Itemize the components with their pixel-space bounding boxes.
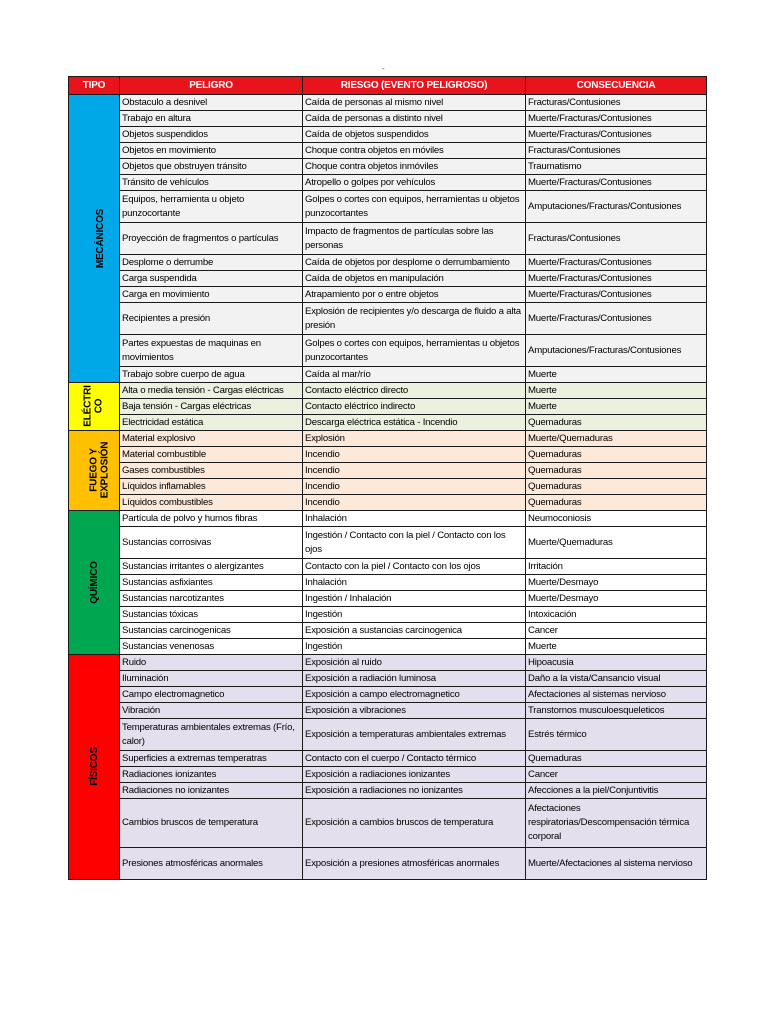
tipo-label-electrico — [83, 385, 105, 426]
table-row — [69, 848, 707, 880]
peligro-cell: Desplome o derrumbe — [120, 255, 303, 271]
consecuencia-cell: Muerte/Desmayo — [526, 591, 707, 607]
header-consecuencia: CONSECUENCIA — [526, 77, 707, 95]
riesgo-cell: Atrapamiento por o entre objetos — [303, 287, 526, 303]
consecuencia-cell: Estrés térmico — [526, 719, 707, 751]
peligro-cell: Material explosivo — [120, 431, 303, 447]
riesgo-cell: Ingestión / Inhalación — [303, 591, 526, 607]
riesgo-cell: Ingestión — [303, 639, 526, 655]
hazard-table — [68, 76, 707, 880]
tipo-label-quimico: QUÍMICO — [88, 560, 100, 604]
riesgo-cell: Atropello o golpes por vehículos — [303, 175, 526, 191]
riesgo-cell: Contacto eléctrico indirecto — [303, 399, 526, 415]
table-row — [69, 591, 707, 607]
table-row — [69, 95, 707, 111]
consecuencia-cell: Afectaciones respiratorias/Descompensación térmica corporal — [526, 799, 707, 848]
peligro-cell: Objetos en movimiento — [120, 143, 303, 159]
peligro-cell: Obstaculo a desnivel — [120, 95, 303, 111]
peligro-cell: Recipientes a presión — [120, 303, 303, 335]
peligro-cell: Iluminación — [120, 671, 303, 687]
consecuencia-cell: Muerte/Fracturas/Contusiones — [526, 175, 707, 191]
peligro-cell: Trabajo sobre cuerpo de agua — [120, 367, 303, 383]
table-row — [69, 175, 707, 191]
table-row — [69, 495, 707, 511]
riesgo-cell: Ingestión — [303, 607, 526, 623]
consecuencia-cell: Muerte/Fracturas/Contusiones — [526, 287, 707, 303]
riesgo-cell: Golpes o cortes con equipos, herramientas u objetos punzocortantes — [303, 335, 526, 367]
consecuencia-cell: Muerte/Quemaduras — [526, 527, 707, 559]
riesgo-cell: Incendio — [303, 495, 526, 511]
peligro-cell: Sustancias corrosivas — [120, 527, 303, 559]
consecuencia-cell: Transtornos musculoesqueleticos — [526, 703, 707, 719]
riesgo-cell: Explosión — [303, 431, 526, 447]
consecuencia-cell: Neumoconiosis — [526, 511, 707, 527]
riesgo-cell: Exposición a radiaciones ionizantes — [303, 767, 526, 783]
riesgo-cell: Contacto con el cuerpo / Contacto térmico — [303, 751, 526, 767]
table-row — [69, 607, 707, 623]
peligro-cell: Objetos suspendidos — [120, 127, 303, 143]
tipo-label-line: EXPLOSIÓN — [99, 441, 111, 498]
riesgo-cell: Incendio — [303, 463, 526, 479]
consecuencia-cell: Fracturas/Contusiones — [526, 223, 707, 255]
table-row — [69, 383, 707, 399]
peligro-cell: Sustancias irritantes o alergizantes — [120, 559, 303, 575]
peligro-cell: Radiaciones no ionizantes — [120, 783, 303, 799]
table-row — [69, 527, 707, 559]
table-row — [69, 719, 707, 751]
peligro-cell: Líquidos combustibles — [120, 495, 303, 511]
table-row — [69, 367, 707, 383]
peligro-cell: Radiaciones ionizantes — [120, 767, 303, 783]
riesgo-cell: Impacto de fragmentos de partículas sobre las personas — [303, 223, 526, 255]
consecuencia-cell: Traumatismo — [526, 159, 707, 175]
table-row — [69, 623, 707, 639]
table-row — [69, 399, 707, 415]
riesgo-cell: Exposición al ruido — [303, 655, 526, 671]
peligro-cell: Sustancias narcotizantes — [120, 591, 303, 607]
peligro-cell: Superficies a extremas temperatras — [120, 751, 303, 767]
header-tipo: TIPO — [69, 77, 120, 95]
peligro-cell: Temperaturas ambientales extremas (Frío, calor) — [120, 719, 303, 751]
consecuencia-cell: Quemaduras — [526, 751, 707, 767]
riesgo-cell: Exposición a vibraciones — [303, 703, 526, 719]
consecuencia-cell: Amputaciones/Fracturas/Contusiones — [526, 335, 707, 367]
riesgo-cell: Caída de objetos suspendidos — [303, 127, 526, 143]
consecuencia-cell: Muerte/Fracturas/Contusiones — [526, 111, 707, 127]
peligro-cell: Objetos que obstruyen tránsito — [120, 159, 303, 175]
peligro-cell: Baja tensión - Cargas eléctricas — [120, 399, 303, 415]
consecuencia-cell: Muerte — [526, 399, 707, 415]
table-row — [69, 335, 707, 367]
peligro-cell: Gases combustibles — [120, 463, 303, 479]
riesgo-cell: Contacto eléctrico directo — [303, 383, 526, 399]
table-row — [69, 431, 707, 447]
tipo-cell-quimico — [69, 511, 120, 655]
peligro-cell: Carga suspendida — [120, 271, 303, 287]
consecuencia-cell: Irritación — [526, 559, 707, 575]
table-row — [69, 463, 707, 479]
table-row — [69, 767, 707, 783]
riesgo-cell: Ingestión / Contacto con la piel / Contacto con los ojos — [303, 527, 526, 559]
consecuencia-cell: Intoxicación — [526, 607, 707, 623]
consecuencia-cell: Quemaduras — [526, 463, 707, 479]
table-row — [69, 271, 707, 287]
riesgo-cell: Incendio — [303, 447, 526, 463]
peligro-cell: Sustancias venenosas — [120, 639, 303, 655]
riesgo-cell: Exposición a sustancias carcinogenica — [303, 623, 526, 639]
table-row — [69, 559, 707, 575]
consecuencia-cell: Muerte/Afectaciones al sistema nervioso — [526, 848, 707, 880]
peligro-cell: Proyección de fragmentos o partículas — [120, 223, 303, 255]
peligro-cell: Sustancias carcinogenicas — [120, 623, 303, 639]
riesgo-cell: Choque contra objetos en móviles — [303, 143, 526, 159]
peligro-cell: Líquidos inflamables — [120, 479, 303, 495]
riesgo-cell: Contacto con la piel / Contacto con los ojos — [303, 559, 526, 575]
consecuencia-cell: Daño a la vista/Cansancio visual — [526, 671, 707, 687]
header-riesgo: RIESGO (EVENTO PELIGROSO) — [303, 77, 526, 95]
consecuencia-cell: Muerte — [526, 639, 707, 655]
peligro-cell: Carga en movimiento — [120, 287, 303, 303]
consecuencia-cell: Quemaduras — [526, 479, 707, 495]
table-row — [69, 479, 707, 495]
table-row — [69, 223, 707, 255]
peligro-cell: Tránsito de vehículos — [120, 175, 303, 191]
riesgo-cell: Caída de personas al mismo nivel — [303, 95, 526, 111]
consecuencia-cell: Afectaciones al sistemas nervioso — [526, 687, 707, 703]
peligro-cell: Material combustible — [120, 447, 303, 463]
riesgo-cell: Golpes o cortes con equipos, herramientas u objetos punzocortantes — [303, 191, 526, 223]
consecuencia-cell: Fracturas/Contusiones — [526, 95, 707, 111]
page-mark: - — [382, 64, 385, 73]
table-row — [69, 447, 707, 463]
table-row — [69, 783, 707, 799]
riesgo-cell: Exposición a campo electromagnetico — [303, 687, 526, 703]
consecuencia-cell: Quemaduras — [526, 447, 707, 463]
table-row — [69, 143, 707, 159]
riesgo-cell: Caída al mar/río — [303, 367, 526, 383]
table-row — [69, 303, 707, 335]
consecuencia-cell: Muerte/Fracturas/Contusiones — [526, 127, 707, 143]
table-row — [69, 687, 707, 703]
consecuencia-cell: Quemaduras — [526, 415, 707, 431]
table-row — [69, 511, 707, 527]
peligro-cell: Sustancias tóxicas — [120, 607, 303, 623]
consecuencia-cell: Muerte — [526, 367, 707, 383]
consecuencia-cell: Quemaduras — [526, 495, 707, 511]
consecuencia-cell: Muerte/Fracturas/Contusiones — [526, 271, 707, 287]
riesgo-cell: Exposición a temperaturas ambientales extremas — [303, 719, 526, 751]
table-row — [69, 703, 707, 719]
riesgo-cell: Exposición a cambios bruscos de temperatura — [303, 799, 526, 848]
peligro-cell: Partícula de polvo y humos fibras — [120, 511, 303, 527]
table-row — [69, 191, 707, 223]
table-row — [69, 415, 707, 431]
peligro-cell: Equipos, herramienta u objeto punzocortante — [120, 191, 303, 223]
riesgo-cell: Caída de objetos en manipulación — [303, 271, 526, 287]
table-row — [69, 799, 707, 848]
riesgo-cell: Exposición a radiaciones no ionizantes — [303, 783, 526, 799]
table-row — [69, 751, 707, 767]
peligro-cell: Vibración — [120, 703, 303, 719]
tipo-label-line: ELÉCTRI — [82, 384, 94, 427]
tipo-label-mecanicos: MECÁNICOS — [95, 208, 107, 268]
tipo-cell-electrico — [69, 383, 120, 431]
table-row — [69, 287, 707, 303]
header-peligro: PELIGRO — [120, 77, 303, 95]
tipo-cell-fuego — [69, 431, 120, 511]
consecuencia-cell: Afecciones a la piel/Conjuntivitis — [526, 783, 707, 799]
consecuencia-cell: Hipoacusia — [526, 655, 707, 671]
tipo-cell-fisicos — [69, 655, 120, 880]
peligro-cell: Alta o media tensión - Cargas eléctricas — [120, 383, 303, 399]
tipo-label-fisicos: FÍSICOS — [88, 747, 100, 786]
table-row — [69, 127, 707, 143]
consecuencia-cell: Muerte/Fracturas/Contusiones — [526, 303, 707, 335]
riesgo-cell: Caída de objetos por desplome o derrumbamiento — [303, 255, 526, 271]
riesgo-cell: Exposición a presiones atmosféricas anormales — [303, 848, 526, 880]
peligro-cell: Presiones atmosféricas anormales — [120, 848, 303, 880]
peligro-cell: Ruido — [120, 655, 303, 671]
consecuencia-cell: Cancer — [526, 623, 707, 639]
table-row — [69, 639, 707, 655]
riesgo-cell: Descarga eléctrica estática - Incendio — [303, 415, 526, 431]
header-row — [69, 77, 707, 95]
peligro-cell: Trabajo en altura — [120, 111, 303, 127]
table-row — [69, 671, 707, 687]
consecuencia-cell: Cancer — [526, 767, 707, 783]
riesgo-cell: Incendio — [303, 479, 526, 495]
peligro-cell: Sustancias asfixiantes — [120, 575, 303, 591]
consecuencia-cell: Fracturas/Contusiones — [526, 143, 707, 159]
peligro-cell: Cambios bruscos de temperatura — [120, 799, 303, 848]
tipo-label-line: CO — [93, 398, 105, 413]
peligro-cell: Partes expuestas de maquinas en movimientos — [120, 335, 303, 367]
tipo-label-line: FUEGO Y — [88, 447, 100, 492]
table-row — [69, 575, 707, 591]
peligro-cell: Campo electromagnetico — [120, 687, 303, 703]
consecuencia-cell: Muerte/Quemaduras — [526, 431, 707, 447]
riesgo-cell: Inhalación — [303, 511, 526, 527]
table-row — [69, 655, 707, 671]
riesgo-cell: Exposición a radiación luminosa — [303, 671, 526, 687]
tipo-cell-mecanicos — [69, 95, 120, 383]
consecuencia-cell: Amputaciones/Fracturas/Contusiones — [526, 191, 707, 223]
riesgo-cell: Explosión de recipientes y/o descarga de fluido a alta presión — [303, 303, 526, 335]
table-row — [69, 255, 707, 271]
table-row — [69, 159, 707, 175]
consecuencia-cell: Muerte/Fracturas/Contusiones — [526, 255, 707, 271]
riesgo-cell: Choque contra objetos inmóviles — [303, 159, 526, 175]
riesgo-cell: Caída de personas a distinto nivel — [303, 111, 526, 127]
peligro-cell: Electricidad estática — [120, 415, 303, 431]
consecuencia-cell: Muerte/Desmayo — [526, 575, 707, 591]
riesgo-cell: Inhalación — [303, 575, 526, 591]
table-row — [69, 111, 707, 127]
consecuencia-cell: Muerte — [526, 383, 707, 399]
tipo-label-fuego — [88, 441, 110, 498]
